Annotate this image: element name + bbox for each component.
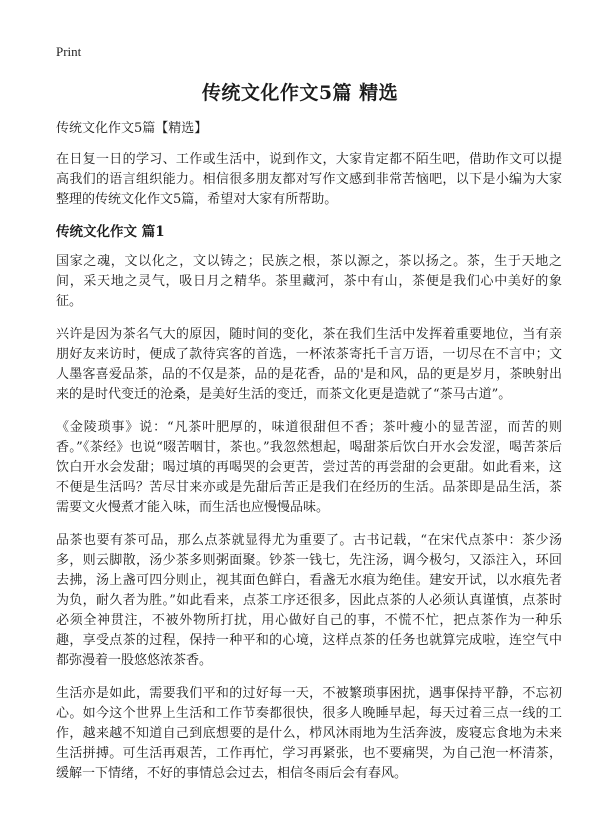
body-paragraph-2: 兴许是因为茶名气大的原因，随时间的变化，茶在我们生活中发挥着重要地位，当有亲朋好友来访时，便成了款待宾客的首选，一杯浓茶寄托千言万语，一切尽在不言中；文人墨客喜爱品茶，品的不仅是茶，品的是花香，品的'是和风，品的更是岁月，茶映射出来的是时代变迁的沧桑，是美好生活的变迁，而茶文化更是造就了“茶马古道”。 bbox=[56, 327, 562, 402]
body-paragraph-5: 生活亦是如此，需要我们平和的过好每一天，不被繁琐事困扰，遇事保持平静，不忘初心。如今这个世界上生活和工作节奏都很快，很多人晚睡早起，每天过着三点一线的工作，越来越不知道自己到底想要的是什么，栉风沐雨地为生活奔波，废寝忘食地为未来生活拼搏。可生活再艰苦，工作再忙，学习再紧张，也不要痛哭，为自己泡一杯清茶，缓解一下情绪，不好的事情总会过去，相信冬雨后会有春风。 bbox=[56, 686, 562, 781]
page-title: 传统文化作文5篇 精选 bbox=[201, 82, 399, 104]
print-label: Print bbox=[56, 44, 82, 59]
section-heading: 传统文化作文 篇1 bbox=[56, 224, 165, 240]
intro-paragraph: 在日复一日的学习、工作或生活中，说到作文，大家肯定都不陌生吧，借助作文可以提高我们的语言组织能力。相信很多朋友都对写作文感到非常苦恼吧，以下是小编为大家整理的传统文化作文5篇，希望对大家有所帮助。 bbox=[56, 152, 562, 207]
body-paragraph-1: 国家之魂，文以化之，文以铸之；民族之根，茶以源之，茶以扬之。茶，生于天地之间，采天地之灵气，吸日月之精华。茶里藏河，茶中有山，茶便是我们心中美好的象征。 bbox=[56, 254, 562, 309]
document-body bbox=[56, 120, 562, 797]
body-paragraph-3: 《金陵琐事》说：“凡茶叶肥厚的，味道很甜但不香；茶叶瘦小的显苦涩，而苦的则香。”《茶经》也说“啜苦咽甘，茶也。”我忽然想起，喝甜茶后饮白开水会发涩，喝苦茶后饮白开水会发甜；喝过填的再喝哭的会更苦，尝过苦的再尝甜的会更甜。如此看来，这不便是生活吗？苦尽甘来亦或是先甜后苦正是我们在经历的生活。品茶即是品生活，茶需要文火慢煮才能入味，而生活也应慢慢品味。 bbox=[56, 420, 562, 515]
body-paragraph-4: 品茶也要有茶可品，那么点茶就显得尤为重要了。古书记载，“在宋代点茶中：茶少汤多，则云脚散，汤少茶多则粥面聚。钞茶一钱七，先注汤，调今极匀，又添注入，环回去拂，汤上盏可四分则止，视其面色鲜白，看盏无水痕为绝佳。建安开试，以水痕先者为负，耐久者为胜。”如此看来，点茶工序还很多，因此点茶的人必须认真谨慎，点茶时必须全神贯注，不被外物所打扰，用心做好自己的事，不慌不忙，把点茶作为一种乐趣，享受点茶的过程，保持一种平和的心境，这样点茶的任务也就算完成啦，连空气中都弥漫着一股悠悠浓茶香。 bbox=[56, 533, 562, 668]
document-subtitle: 传统文化作文5篇【精选】 bbox=[56, 121, 208, 136]
